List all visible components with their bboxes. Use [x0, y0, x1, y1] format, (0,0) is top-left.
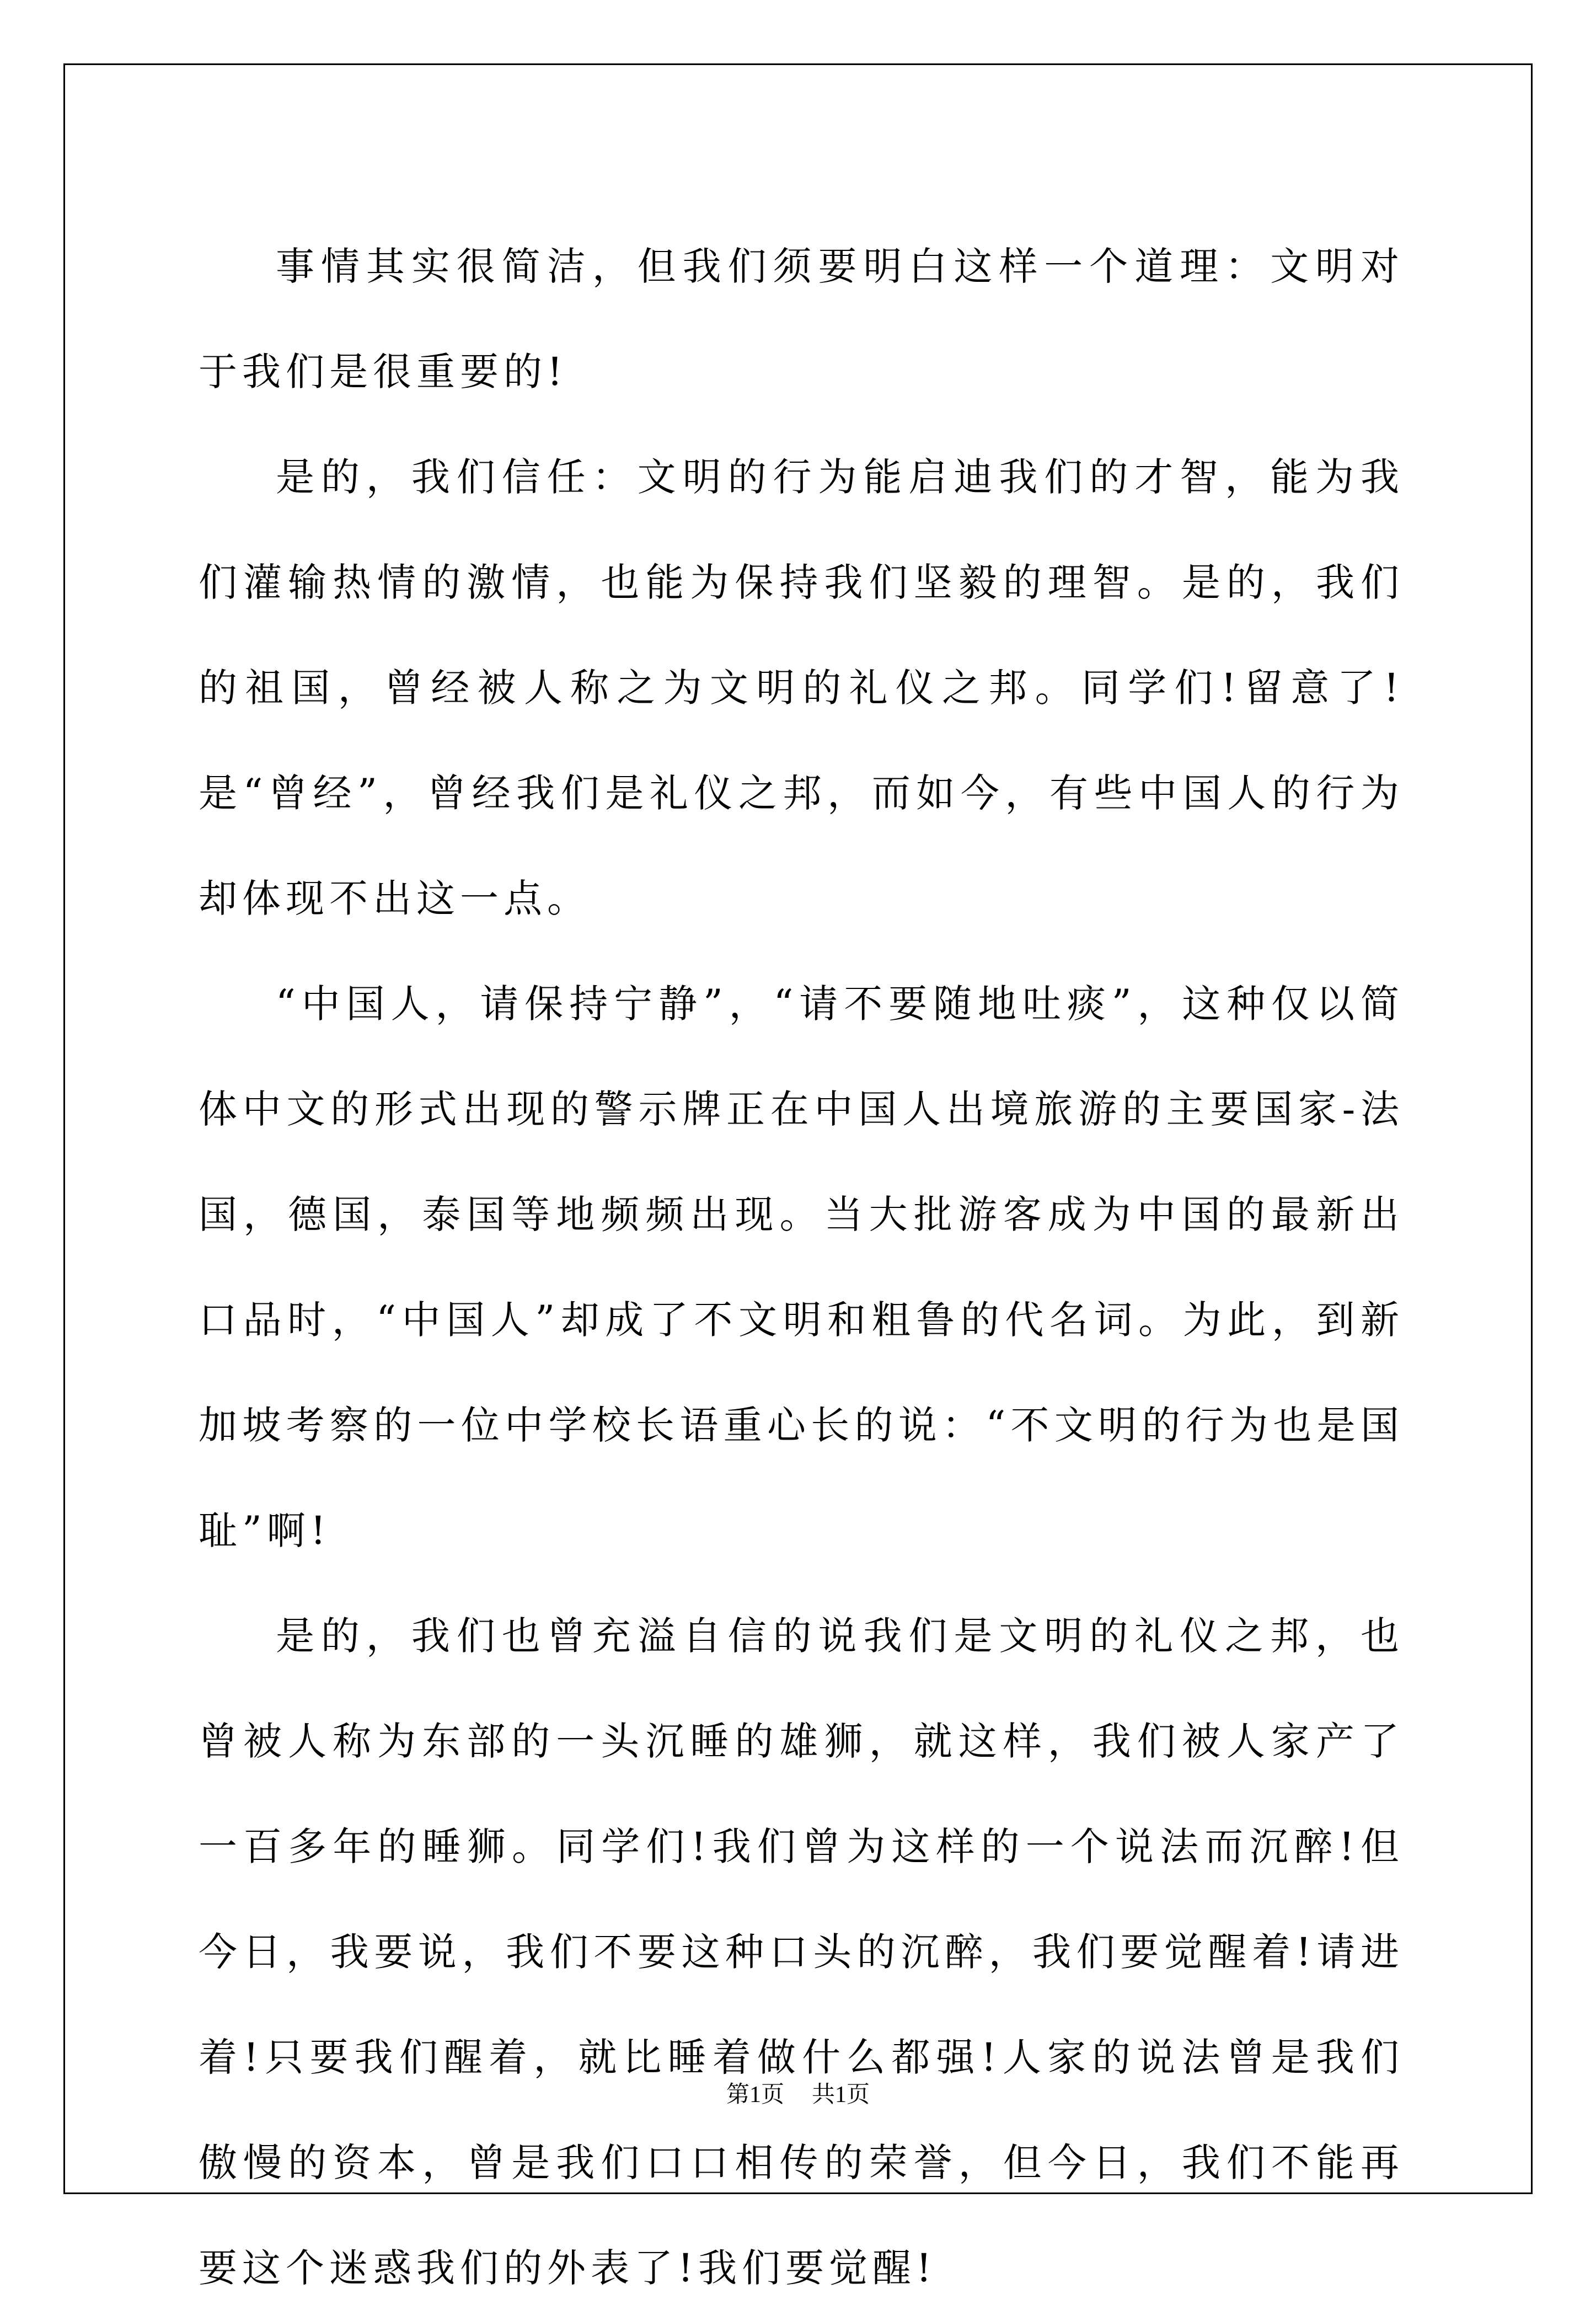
document-body [199, 214, 1404, 2321]
paragraph-4: 是的，我们也曾充溢自信的说我们是文明的礼仪之邦，也曾被人称为东部的一头沉睡的雄狮，就这样，我们被人家产了一百多年的睡狮。同学们!我们曾为这样的一个说法而沉醉!但今日，我要说，我们不要这种口头的沉醉，我们要觉醒着!请进着!只要我们醒着，就比睡着做什么都强!人家的说法曾是我们傲慢的资本，曾是我们口口相传的荣誉，但今日，我们不能再要这个迷惑我们的外表了!我们要觉醒! [199, 1613, 1404, 2291]
paragraph-3: “中国人，请保持宁静”，“请不要随地吐痰”，这种仅以简体中文的形式出现的警示牌正在中国人出境旅游的主要国家-法国，德国，泰国等地频频出现。当大批游客成为中国的最新出口品时，“中国人”却成了不文明和粗鲁的代名词。为此，到新加坡考察的一位中学校长语重心长的说：“不文明的行为也是国耻”啊! [199, 981, 1404, 1553]
page-number: 第1页 [726, 2082, 784, 2108]
page-footer [0, 2078, 1596, 2111]
paragraph-2: 是的，我们信任：文明的行为能启迪我们的才智，能为我们灌输热情的激情，也能为保持我们坚毅的理智。是的，我们的祖国，曾经被人称之为文明的礼仪之邦。同学们!留意了!是“曾经”，曾经我们是礼仪之邦，而如今，有些中国人的行为却体现不出这一点。 [199, 454, 1404, 921]
page-total: 共1页 [812, 2082, 870, 2108]
paragraph-1: 事情其实很简洁，但我们须要明白这样一个道理：文明对于我们是很重要的! [199, 244, 1404, 394]
